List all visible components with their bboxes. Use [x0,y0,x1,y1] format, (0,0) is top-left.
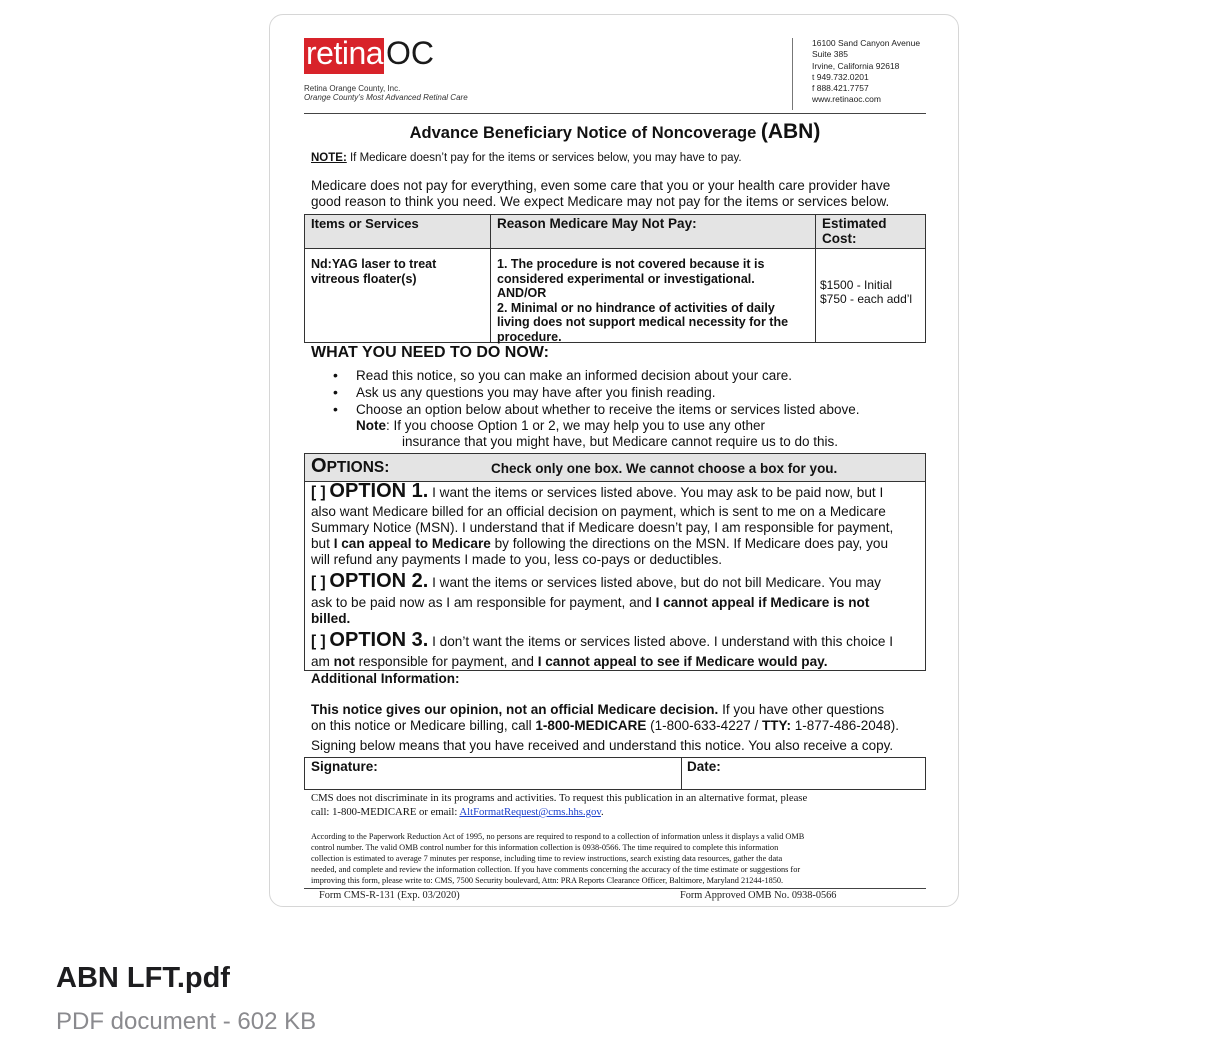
additional-fragment: (1-800-633-4227 / [646,718,762,733]
additional-emphasis: 1-800-MEDICARE [535,718,647,733]
date-label: Date: [687,759,721,774]
additional-fragment: on this notice or Medicare billing, call [311,718,536,733]
note-line [311,152,742,164]
pra-text: collection is estimated to average 7 minutes per response, including time to review instructions, search existing data resources, gather the data [311,854,783,863]
todo-note-label: Note [356,418,386,433]
file-meta: PDF document - 602 KB [56,1008,317,1035]
letterhead-divider [792,38,793,110]
header-cost: Estimated [822,216,887,231]
todo-bullet: Read this notice, so you can make an informed decision about your care. [356,368,792,383]
header-cost: Cost: [822,231,857,246]
option-2-text: billed. [311,611,351,626]
option-1-emphasis: I can appeal to Medicare [333,536,491,551]
intro-line: Medicare does not pay for everything, even some care that you or your health care provider have [311,178,891,193]
footer-rule [304,888,926,889]
pdf-page [270,15,959,907]
cms-notice: CMS does not discriminate in its programs and activities. To request this publication in an alternative format, please [311,792,808,804]
additional-text [311,718,899,734]
signing-note: Signing below means that you have received and understand this notice. You also receive a copy. [311,738,894,753]
todo-note-text: : If you choose Option 1 or 2, we may help you to use any other [386,418,765,433]
option-1-checkbox[interactable]: [ ] [311,484,326,501]
address-line: 16100 Sand Canyon Avenue [812,38,921,48]
option-1-text: I want the items or services listed above. You may ask to be paid now, but I [432,485,884,500]
todo-bullet: Ask us any questions you may have after you finish reading. [356,385,716,400]
company-tagline: Orange County’s Most Advanced Retinal Care [304,93,468,102]
address-line: www.retinaoc.com [812,94,881,104]
todo-bullet: Choose an option below about whether to receive the items or services listed above. [356,402,860,417]
services-table [304,214,926,343]
form-number: Form CMS-R-131 (Exp. 03/2020) [319,890,460,901]
item-text: vitreous floater(s) [311,272,417,286]
option-3-label: OPTION 3. [329,629,429,651]
additional-emphasis: This notice gives our opinion, not an official Medicare decision. [311,702,719,717]
intro-line: good reason to think you need. We expect Medicare may not pay for the items or services below. [311,194,890,209]
cms-notice [311,806,604,818]
cms-fragment: . [600,806,604,818]
option-3-checkbox[interactable]: [ ] [311,633,326,650]
option-1-text [311,536,888,552]
pra-text: needed, and complete and review the information collection. If you have comments concerning the accuracy of the time estimate or suggestions for [311,865,801,874]
options-heading [311,455,389,478]
option-2-text: I want the items or services listed above, but do not bill Medicare. You may [432,575,881,590]
reason-text: living does not support medical necessity for the [497,315,789,329]
cost-text: $1500 - Initial [820,278,893,292]
bullet-dot: • [333,367,338,383]
option-3-line [311,629,894,651]
option-2-fragment: ask to be paid now as I am responsible for payment, and [311,595,656,610]
logo-oc-text: OC [386,35,434,71]
option-2-text [311,595,869,611]
address-line: Irvine, California 92618 [812,61,900,71]
options-heading-initial: O [311,455,327,477]
option-1-text: will refund any payments I made to you, less co-pays or deductibles. [311,552,723,567]
address-line: t 949.732.0201 [812,72,869,82]
todo-note [356,418,765,434]
option-1-text: also want Medicare billed for an official decision on payment, which is sent to me on a Medicare [311,504,886,519]
signature-label: Signature: [311,759,378,774]
todo-note-text: insurance that you might have, but Medicare cannot require us to do this. [402,434,839,449]
address-line: f 888.421.7757 [812,83,869,93]
reason-text: 1. The procedure is not covered because it is [497,257,765,271]
option-1-fragment: but [311,536,334,551]
cms-email-link[interactable]: AltFormatRequest@cms.hhs.gov [459,806,601,818]
option-3-fragment: am [311,654,334,669]
note-label: NOTE: [311,152,347,164]
pra-text: control number. The valid OMB control number for this information collection is 0938-0566. The time required to complete this information [311,843,779,852]
header-reason: Reason Medicare May Not Pay: [497,216,697,231]
cms-fragment: call: 1-800-MEDICARE or email: [311,806,460,818]
reason-text: AND/OR [497,286,547,300]
option-1-fragment: by following the directions on the MSN. If Medicare does pay, you [490,536,889,551]
title-main: Advance Beneficiary Notice of Noncoverage [409,124,757,142]
additional-emphasis: TTY: [761,718,791,733]
option-3-emphasis: I cannot appeal to see if Medicare would pay. [537,654,828,669]
option-2-checkbox[interactable]: [ ] [311,574,326,591]
signature-divider [681,758,682,789]
option-2-label: OPTION 2. [329,570,429,592]
title-abbr: (ABN) [760,120,821,143]
pdf-thumbnail[interactable] [269,14,959,907]
signature-box [304,757,926,790]
todo-heading: WHAT YOU NEED TO DO NOW: [311,344,549,361]
option-1-label: OPTION 1. [329,480,429,502]
document-title [270,120,959,144]
option-2-emphasis: I cannot appeal if Medicare is not [655,595,870,610]
option-1-line [311,480,884,502]
reason-text: 2. Minimal or no hindrance of activities of daily [497,301,775,315]
additional-text [311,702,884,718]
additional-fragment: If you have other questions [718,702,885,717]
option-2-line [311,570,881,592]
pra-text: improving this form, please write to: CMS, 7500 Security boulevard, Attn: PRA Reports Clearance Officer, Baltimore, Maryland 21244-1850. [311,876,784,885]
option-3-text [311,654,828,670]
option-3-emphasis: not [333,654,355,669]
note-text: If Medicare doesn’t pay for the items or services below, you may have to pay. [349,152,742,164]
option-3-text: I don’t want the items or services listed above. I understand with this choice I [432,634,894,649]
options-heading-rest: PTIONS: [326,459,390,476]
form-approved: Form Approved OMB No. 0938-0566 [680,890,837,901]
table-divider [815,215,816,342]
logo-retina-text: retina [306,35,384,71]
bullet-dot: • [333,384,338,400]
options-instruction: Check only one box. We cannot choose a box for you. [491,461,838,476]
reason-text: procedure. [497,330,562,344]
additional-label: Additional Information: [311,671,460,686]
option-3-fragment: responsible for payment, and [354,654,538,669]
header-rule [304,113,926,114]
company-name: Retina Orange County, Inc. [304,84,401,93]
item-text: Nd:YAG laser to treat [311,257,437,271]
header-items: Items or Services [311,216,419,231]
reason-text: considered experimental or investigational. [497,272,755,286]
file-name: ABN LFT.pdf [56,962,230,994]
options-box [304,453,926,671]
table-divider [490,215,491,342]
additional-fragment: 1-877-486-2048). [790,718,900,733]
option-1-text: Summary Notice (MSN). I understand that if Medicare doesn’t pay, I am responsible for payment, [311,520,894,535]
pra-text: According to the Paperwork Reduction Act of 1995, no persons are required to respond to a collection of information unless it displays a valid OMB [311,832,805,841]
cost-text: $750 - each add’l [820,292,913,306]
address-line: Suite 385 [812,49,848,59]
bullet-dot: • [333,401,338,417]
